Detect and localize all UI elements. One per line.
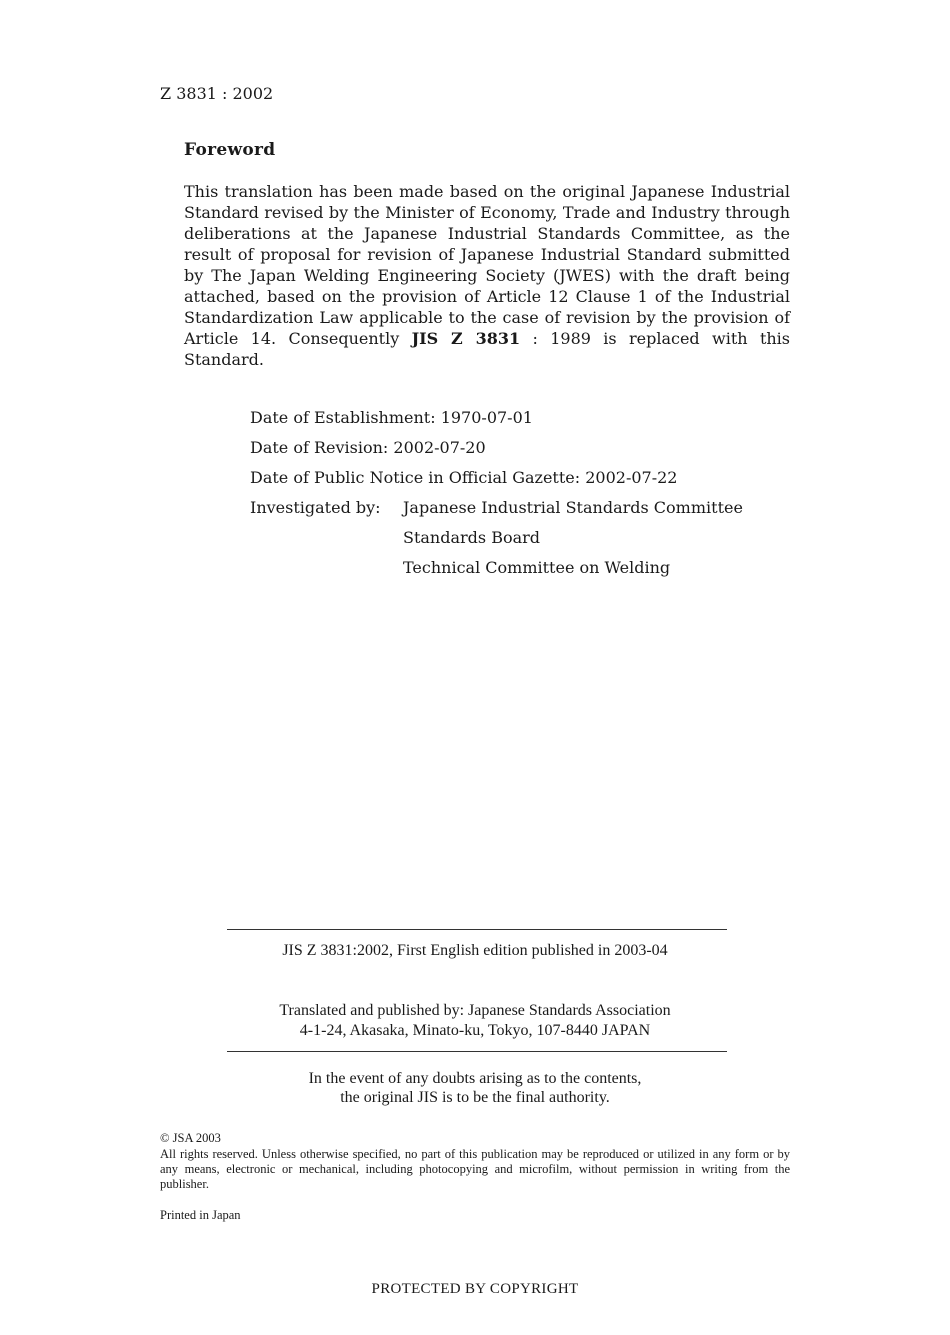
edition-info: JIS Z 3831:2002, First English edition published in 2003-04: [282, 942, 668, 959]
foreword-title: Foreword: [184, 140, 276, 160]
protected-footer: PROTECTED BY COPYRIGHT: [371, 1281, 579, 1297]
authority-note: [160, 1069, 790, 1107]
foreword-body-tail: : 1989 is replaced with this Standard.: [184, 329, 791, 369]
investigated-row: [250, 495, 743, 525]
authority-line-2: the original JIS is to be the final authority.: [340, 1089, 610, 1106]
copyright-notice: © JSA 2003: [160, 1131, 221, 1145]
investigated-label: Investigated by:: [250, 498, 381, 517]
authority-line-1: In the event of any doubts arising as to the contents,: [308, 1070, 642, 1087]
date-revision: Date of Revision: 2002-07-20: [250, 438, 486, 457]
divider-bottom: [227, 1051, 727, 1052]
publisher-block: [160, 1001, 790, 1041]
standard-reference: JIS Z 3831: [411, 329, 521, 348]
publisher-line-1: Translated and published by: Japanese Standards Association: [279, 1002, 671, 1019]
rights-statement: All rights reserved. Unless otherwise specified, no part of this publication may be reproduced or utilized in any form or by any means, electronic or mechanical, including photocopying and microfilm, without permission in writing from the publisher.: [160, 1147, 790, 1191]
date-public-notice: Date of Public Notice in Official Gazette: 2002-07-22: [250, 468, 678, 487]
investigated-board: Standards Board: [403, 528, 541, 547]
divider-top: [227, 929, 727, 930]
printed-in: Printed in Japan: [160, 1208, 241, 1222]
dates-block: [250, 405, 743, 585]
publisher-address: 4-1-24, Akasaka, Minato-ku, Tokyo, 107-8440 JAPAN: [299, 1022, 651, 1039]
foreword-body-text: This translation has been made based on the original Japanese Industrial Standard revised by the Minister of Economy, Trade and Industry through deliberations at the Japanese Industrial Standards Committee, as the result of proposal for revision of Japanese Industrial Standard submitted by The Japan Welding Engineering Society (JWES) with the draft being attached, based on the provision of Article 12 Clause 1 of the Industrial Standardization Law applicable to the case of revision by the provision of Article 14. Consequently: [184, 182, 790, 348]
date-establishment: Date of Establishment: 1970-07-01: [250, 408, 533, 427]
foreword-body: [184, 181, 790, 370]
investigated-technical-committee: Technical Committee on Welding: [403, 558, 671, 577]
document-code: Z 3831 : 2002: [160, 84, 274, 103]
investigated-committee: Japanese Industrial Standards Committee: [403, 498, 743, 517]
